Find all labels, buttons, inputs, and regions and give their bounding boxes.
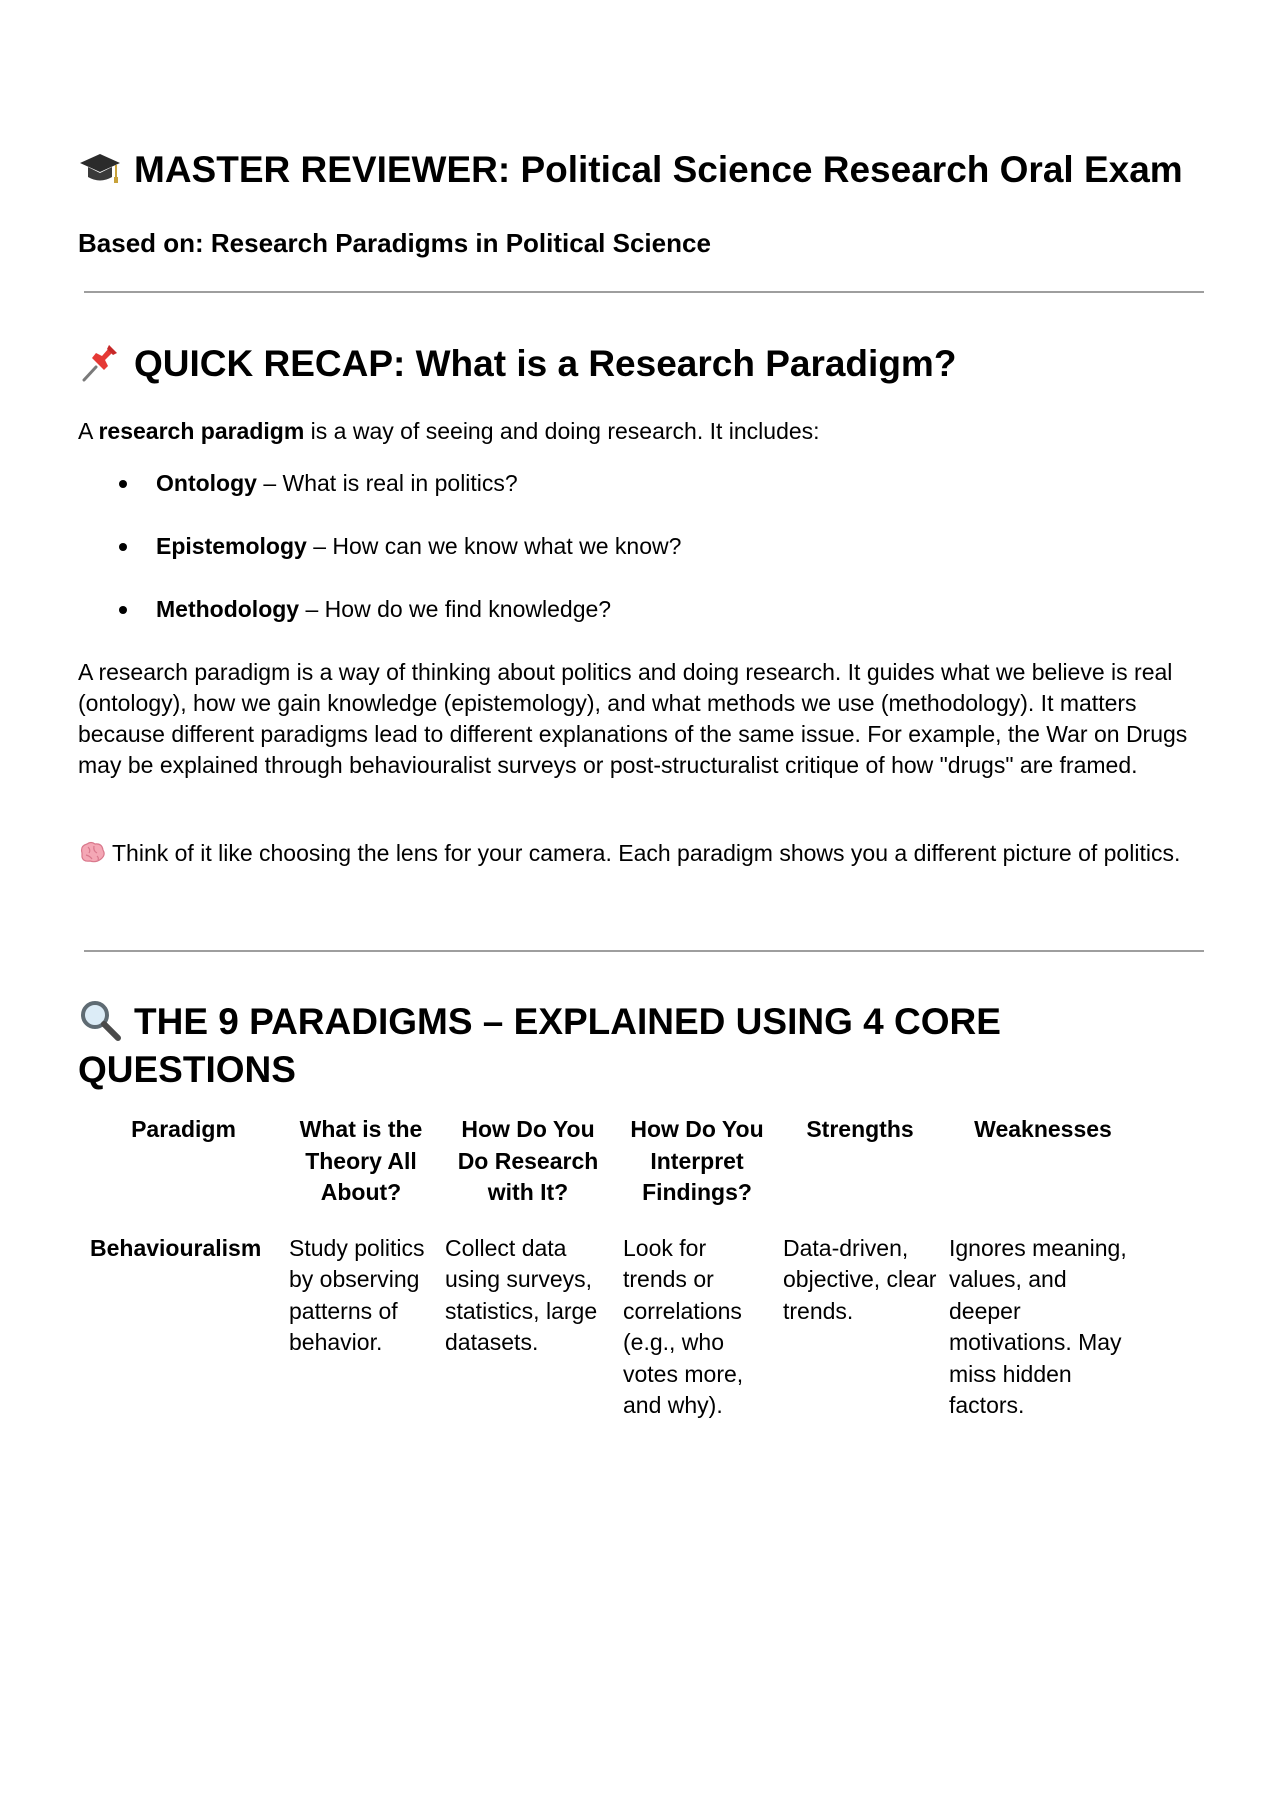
table-cell-research: Collect data using surveys, statistics, large datasets. — [445, 1234, 598, 1355]
recap-intro-term: research paradigm — [98, 418, 305, 444]
list-item — [78, 594, 681, 625]
bullet-dot — [119, 606, 127, 614]
recap-heading — [78, 340, 956, 388]
page-title-text: MASTER REVIEWER: Political Science Research Oral Exam — [134, 149, 1183, 190]
recap-tip — [78, 838, 1218, 869]
recap-tip-text: Think of it like choosing the lens for your camera. Each paradigm shows you a different picture of politics. — [112, 840, 1181, 866]
list-item-text: – How can we know what we know? — [306, 533, 682, 559]
recap-intro-prefix: A — [78, 418, 99, 444]
list-item-text: – What is real in politics? — [256, 470, 518, 496]
column-header: How Do You Interpret Findings? — [630, 1116, 764, 1205]
table-header-row — [78, 1114, 1137, 1233]
recap-heading-text: QUICK RECAP: What is a Research Paradigm? — [134, 343, 957, 384]
paradigms-heading — [78, 998, 1178, 1094]
table-cell-weaknesses: Ignores meaning, values, and deeper motivations. May miss hidden factors. — [949, 1234, 1127, 1418]
list-item-term: Epistemology — [156, 533, 307, 559]
paradigms-table — [78, 1114, 1137, 1422]
column-header: Weaknesses — [974, 1116, 1112, 1142]
list-item — [78, 468, 681, 499]
page-subtitle: Based on: Research Paradigms in Political Science — [78, 228, 711, 258]
table-cell-interpret: Look for trends or correlations (e.g., who votes more, and why). — [623, 1234, 744, 1418]
paradigms-heading-text: THE 9 PARADIGMS – EXPLAINED USING 4 CORE QUESTIONS — [78, 1001, 1001, 1091]
column-header: How Do You Do Research with It? — [457, 1116, 599, 1205]
recap-intro — [78, 416, 1218, 447]
table-cell-paradigm: Behaviouralism — [90, 1234, 262, 1261]
page-title — [78, 146, 1183, 194]
column-header: Strengths — [806, 1116, 914, 1142]
graduation-cap-icon — [78, 146, 122, 190]
recap-paragraph: A research paradigm is a way of thinking about politics and doing research. It guides what we believe is real (ontology), how we gain knowledge (epistemology), and what methods we use (methodology). It matters because different paradigms lead to different explanations of the same issue. For example, the War on Drugs may be explained through behaviouralist surveys or post-structuralist critique of how "drugs" are framed. — [78, 659, 1188, 778]
table-cell-strengths: Data-driven, objective, clear trends. — [783, 1234, 937, 1324]
recap-bullet-list — [78, 468, 681, 657]
recap-intro-suffix: is a way of seeing and doing research. It includes: — [304, 418, 820, 444]
column-header: What is the Theory All About? — [299, 1116, 423, 1205]
list-item-term: Methodology — [156, 596, 300, 622]
brain-icon — [78, 840, 106, 864]
list-item-term: Ontology — [156, 470, 257, 496]
divider-2 — [84, 950, 1204, 952]
table-row — [78, 1233, 1137, 1422]
divider-1 — [84, 291, 1204, 293]
magnifying-glass-icon — [78, 998, 122, 1042]
table-cell-theory: Study politics by observing patterns of behavior. — [289, 1234, 425, 1355]
pushpin-icon — [78, 340, 122, 384]
bullet-dot — [119, 543, 127, 551]
list-item — [78, 531, 681, 562]
list-item-text: – How do we find knowledge? — [299, 596, 612, 622]
bullet-dot — [119, 480, 127, 488]
column-header: Paradigm — [131, 1116, 236, 1142]
